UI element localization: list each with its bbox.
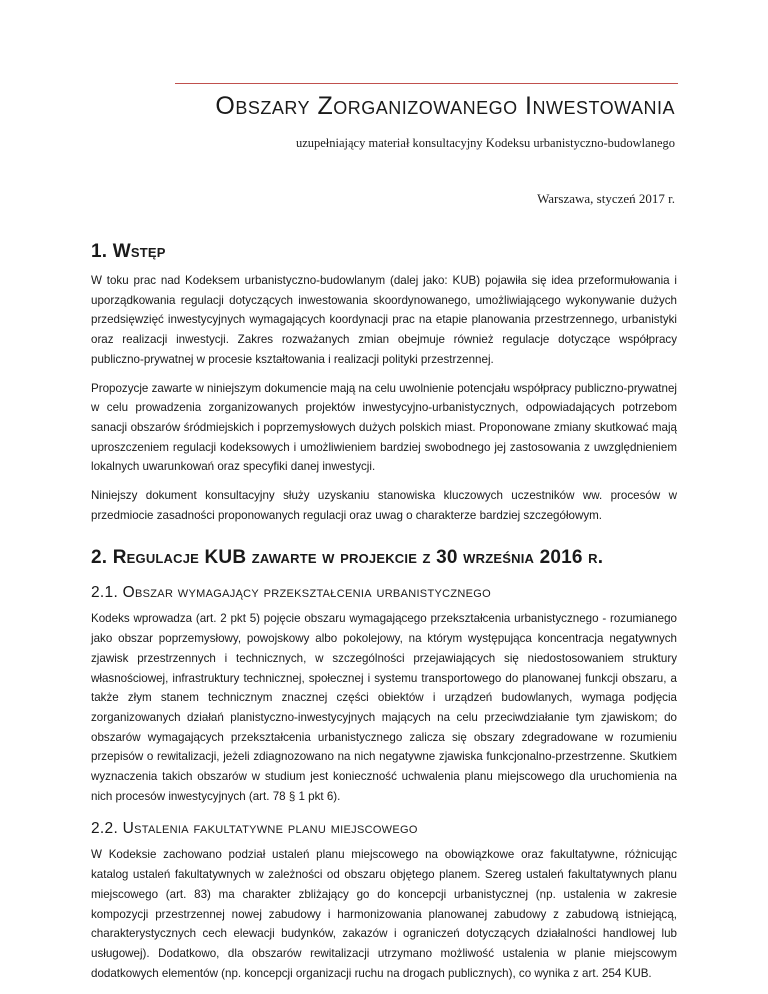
section-2-2-paragraph: W Kodeksie zachowano podział ustaleń planu miejscowego na obowiązkowe oraz fakultatywne, różnicując katalog ustaleń fakultatywnych w zależności od obszaru objętego planem. Szereg ustaleń fakultatywnych planu miejscowego (art. 83) ma charakter zbliżający go do koncepcji urbanistycznej (np. ustalenia w zakresie kompozycji przestrzennej nowej zabudowy i harmonizowania planowanej zabudowy z zabudową istniejącą, charakterystycznych cech elewacji budynków, zakazów i ograniczeń dotyczących działalności handlowej lub usługowej). Dodatkowo, dla obszarów rewitalizacji utrzymano możliwość ustalenia w planie miejscowym dodatkowych elementów (np. koncepcji organizacji ruchu na drogach publicznych), co wynika z art. 254 KUB. xyxy=(91,848,677,980)
section-1-paragraph-2: Propozycje zawarte w niniejszym dokumencie mają na celu uwolnienie potencjału współpracy publiczno-prywatnej w celu prowadzenia zorganizowanych projektów inwestycyjno-urbanistycznych, odpowiadających potrzebom sanacji obszarów śródmiejskich i poprzemysłowych dużych polskich miast. Proponowane zmiany skutkować mają uproszczeniem regulacji kodeksowych i umożliwieniem bardziej swobodnego jej zastosowania z uwzględnieniem lokalnych uwarunkowań oraz specyfiki danej inwestycji. xyxy=(91,381,677,474)
section-1-paragraph-1: W toku prac nad Kodeksem urbanistyczno-budowlanym (dalej jako: KUB) pojawiła się idea przeformułowania i uporządkowania regulacji dotyczących inwestowania skoordynowanego, umożliwiającego wykonywanie dużych przedsięwzięć inwestycyjnych wymagających koordynacji prac na etapie planowania przestrzennego, urbanistyki oraz realizacji inwestycji. Zakres rozważanych zmian obejmuje również regulacje dotyczące współpracy publiczno-prywatnej w procesie kształtowania i realizacji polityki przestrzennej. xyxy=(91,274,677,366)
section-1-paragraph-3: Niniejszy dokument konsultacyjny służy uzyskaniu stanowiska kluczowych uczestników ww. procesów w przedmiocie zasadności proponowanych regulacji oraz uwag o charakterze bardziej szczegółowym. xyxy=(91,489,677,522)
document-body xyxy=(91,241,677,983)
section-2-2-heading: 2.2. Ustalenia fakultatywne planu miejscowego xyxy=(91,820,418,838)
section-2-heading: 2. Regulacje KUB zawarte w projekcie z 30 września 2016 r. xyxy=(91,547,604,569)
section-2-1-paragraph: Kodeks wprowadza (art. 2 pkt 5) pojęcie obszaru wymagającego przekształcenia urbanistycznego - rozumianego jako obszar poprzemysłowy, powojskowy albo pokolejowy, na którym występująca koncentracja negatywnych zjawisk przestrzennych i technicznych, w szczególności przejawiających się niedostosowaniem struktury własnościowej, infrastruktury technicznej, społecznej i systemu transportowego do planowanej funkcji obszaru, a także złym stanem technicznym znacznej części obiektów i urządzeń budowlanych, wymaga podjęcia zorganizowanych działań planistyczno-inwestycyjnych mających na celu przeciwdziałanie tym zjawiskom; do obszarów wymagających przekształcenia urbanistycznego zalicza się obszary zdegradowane w rozumieniu przepisów o rewitalizacji, jeżeli zdiagnozowano na nich negatywne zjawiska funkcjonalno-przestrzenne. Skutkiem wyznaczenia takich obszarów w studium jest konieczność uchwalenia planu miejscowego dla uruchomienia na nich procesów inwestycyjnych (art. 78 § 1 pkt 6). xyxy=(91,612,677,803)
section-2-1-heading: 2.1. Obszar wymagający przekształcenia urbanistycznego xyxy=(91,584,491,602)
section-1-heading: 1. Wstęp xyxy=(91,241,166,262)
document-title: Obszary Zorganizowanego Inwestowania xyxy=(215,92,675,120)
document-subtitle: uzupełniający materiał konsultacyjny Kodeksu urbanistyczno-budowlanego xyxy=(295,136,675,150)
document-date: Warszawa, styczeń 2017 r. xyxy=(537,191,675,206)
header-rule xyxy=(175,83,678,84)
